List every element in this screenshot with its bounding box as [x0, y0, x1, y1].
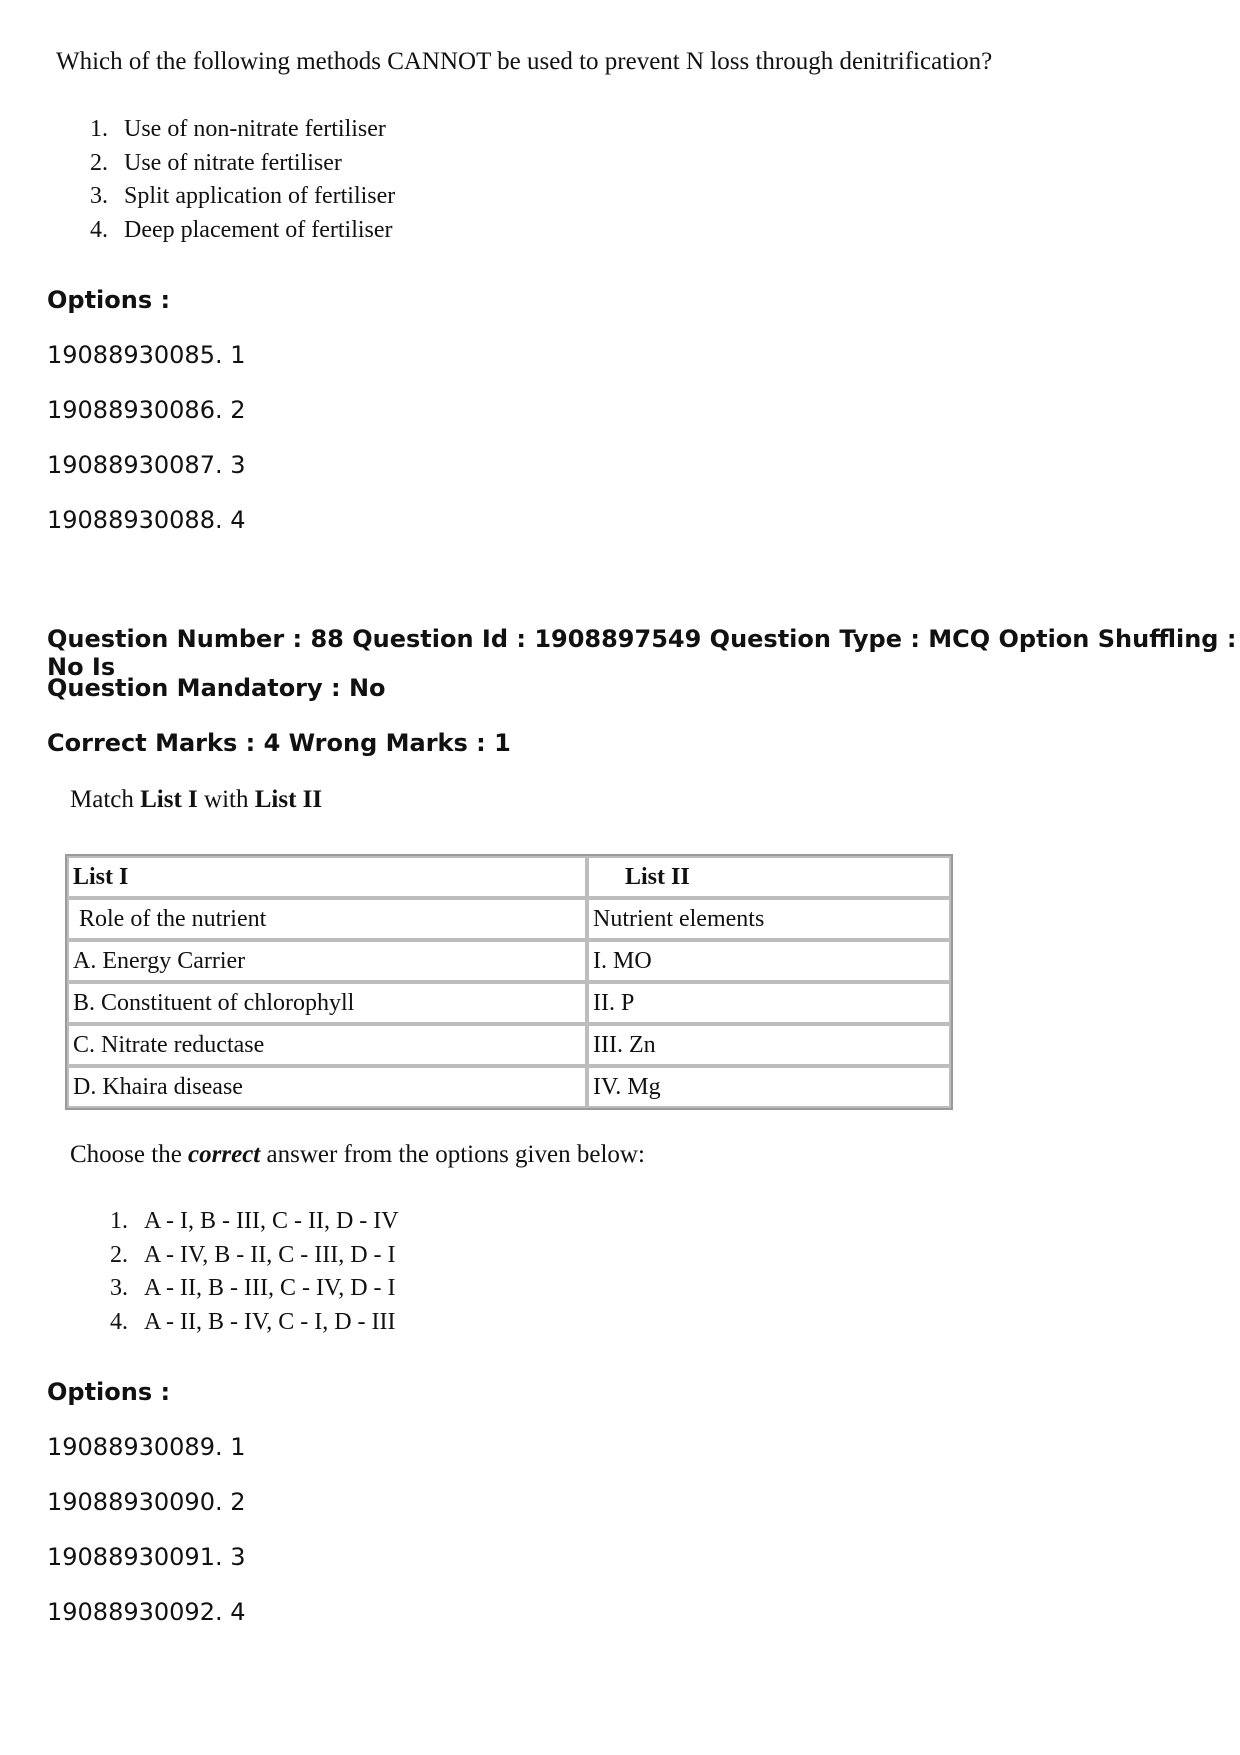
choose-instruction: Choose the correct answer from the options given below: [70, 1141, 645, 1168]
question-meta-line: Question Number : 88 Question Id : 1908897549 Question Type : MCQ Option Shuffling : No Is [47, 625, 1237, 681]
question-meta-line: Question Mandatory : No [47, 674, 386, 702]
list-item: 3. A - II, B - III, C - IV, D - I [110, 1275, 396, 1301]
statement-list [90, 113, 395, 247]
list-item: 2. A - IV, B - II, C - III, D - I [110, 1241, 396, 1268]
list-item: 1. A - I, B - III, C - II, D - IV [110, 1208, 399, 1234]
table-cell: IV. Mg [587, 1066, 951, 1108]
table-cell: D. Khaira disease [67, 1066, 587, 1108]
option-item: 19088930091. 3 [47, 1543, 246, 1571]
options-heading: Options : [47, 1378, 171, 1406]
table-cell: B. Constituent of chlorophyll [67, 982, 587, 1024]
option-item: 19088930086. 2 [47, 396, 246, 424]
marks-line: Correct Marks : 4 Wrong Marks : 1 [47, 729, 511, 757]
table-cell: A. Energy Carrier [67, 940, 587, 982]
option-item: 19088930088. 4 [47, 506, 246, 534]
table-cell: C. Nitrate reductase [67, 1024, 587, 1066]
table-cell: Role of the nutrient [67, 898, 587, 940]
list-item: 3. Split application of fertiliser [90, 183, 396, 209]
option-item: 19088930087. 3 [47, 451, 246, 479]
list-item: 4. Deep placement of fertiliser [90, 216, 393, 243]
match-instruction: Match List I with List II [70, 786, 323, 813]
option-item: 19088930089. 1 [47, 1433, 246, 1461]
table-header-row [67, 856, 951, 898]
option-item: 19088930090. 2 [47, 1488, 246, 1516]
question-stem: Which of the following methods CANNOT be used to prevent N loss through denitrification? [56, 48, 993, 75]
list-item: 4. A - II, B - IV, C - I, D - III [110, 1308, 396, 1335]
list-item: 1. Use of non-nitrate fertiliser [90, 116, 386, 142]
option-item: 19088930092. 4 [47, 1598, 246, 1626]
table-row [67, 1024, 951, 1066]
table-cell: Nutrient elements [587, 898, 951, 940]
table-row [67, 940, 951, 982]
table-cell: III. Zn [587, 1024, 951, 1066]
table-cell: List I [67, 856, 587, 898]
table-row [67, 1066, 951, 1108]
option-item: 19088930085. 1 [47, 341, 246, 369]
answer-combination-list [110, 1205, 399, 1339]
match-table [65, 854, 953, 1110]
table-row [67, 982, 951, 1024]
options-heading: Options : [47, 286, 171, 314]
table-row [67, 898, 951, 940]
table-cell: List II [587, 856, 951, 898]
list-item: 2. Use of nitrate fertiliser [90, 149, 342, 176]
table-cell: II. P [587, 982, 951, 1024]
table-cell: I. MO [587, 940, 951, 982]
